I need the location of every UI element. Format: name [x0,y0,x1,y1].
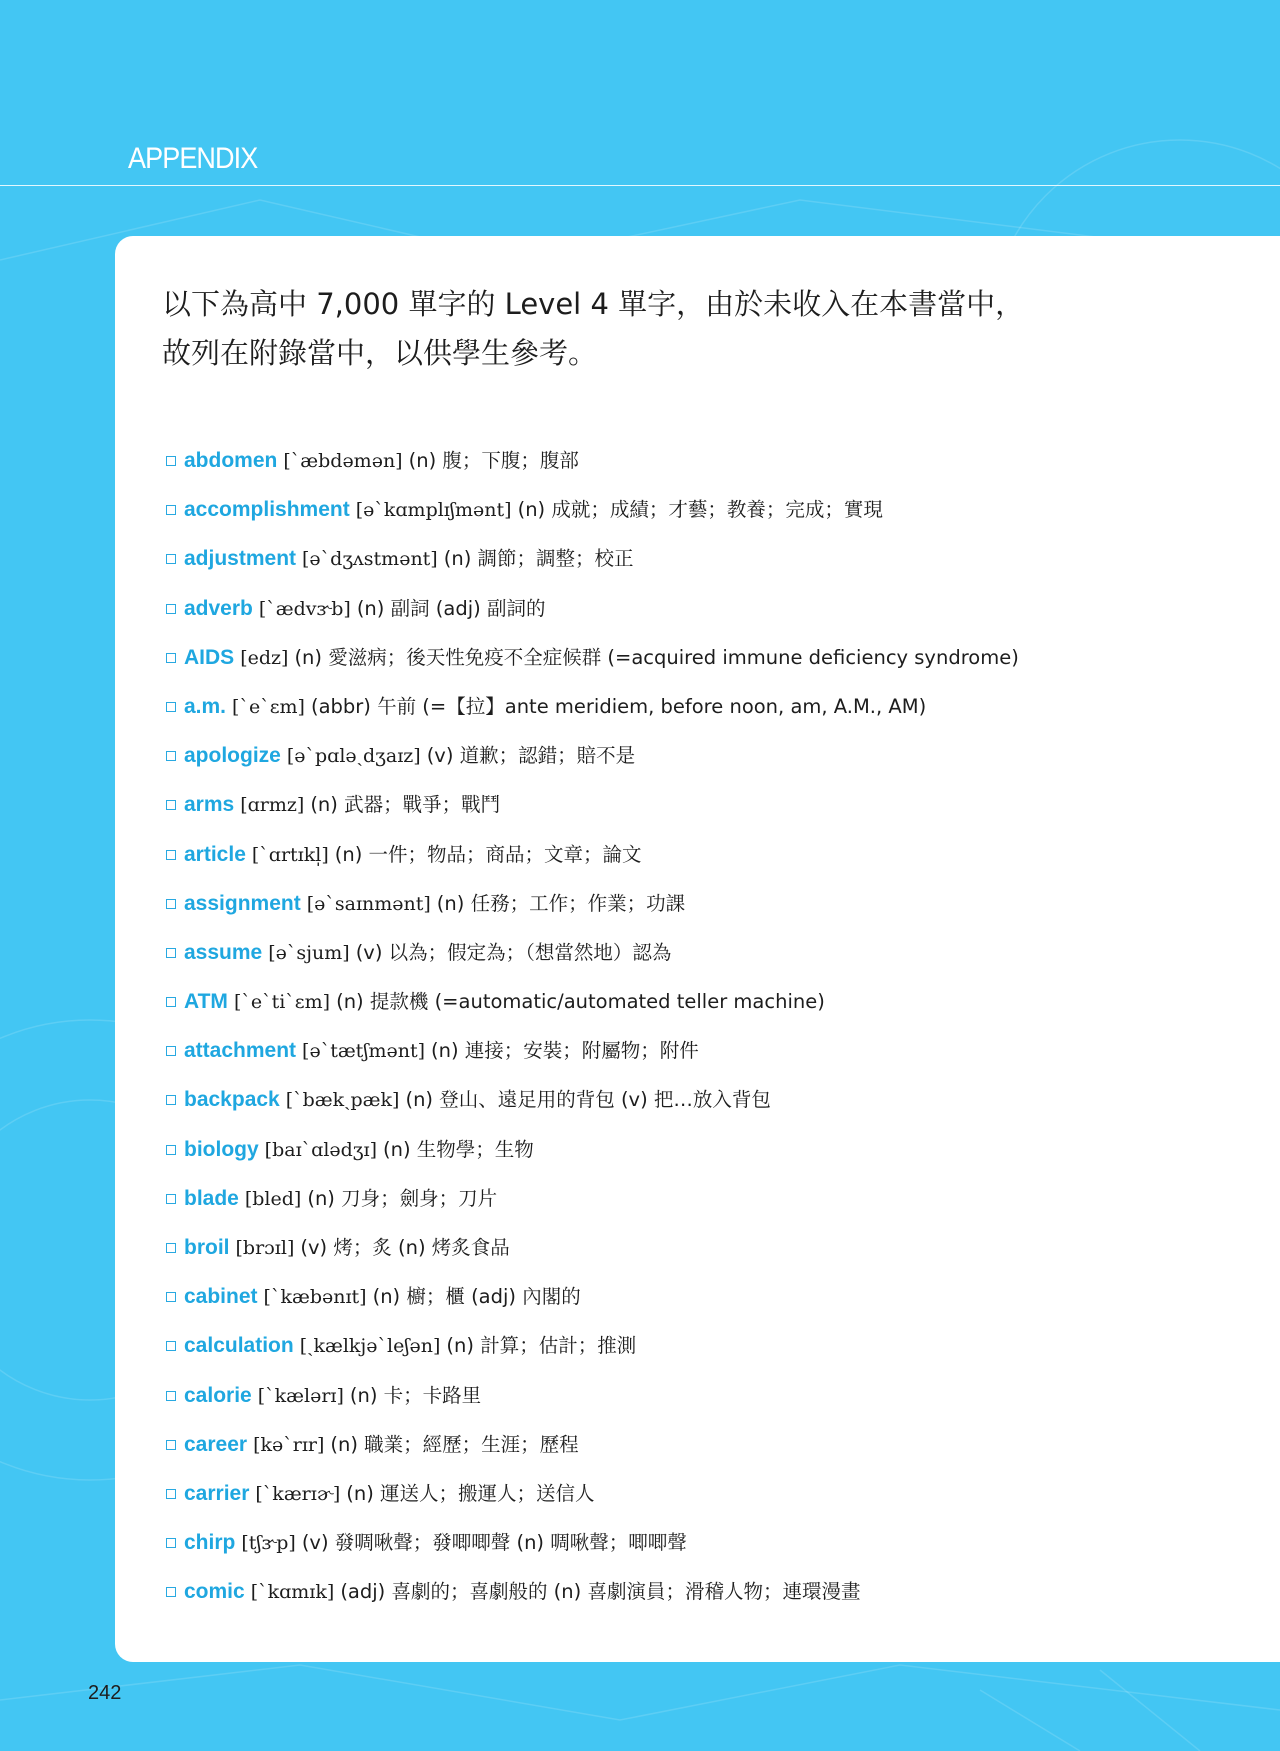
vocab-entry [166,780,1206,829]
vocab-entry [166,1469,1206,1518]
vocab-pronunciation: [ˋkærɪɚ] [255,1482,341,1505]
vocab-definition: (n) 腹；下腹；腹部 [408,449,579,472]
vocab-definition: (abbr) 午前 (=【拉】ante meridiem, before noon, am, A.M., AM) [310,694,927,718]
checkbox-square-icon [166,1145,176,1155]
vocab-pronunciation: [ˋkælərɪ] [257,1384,344,1407]
vocab-definition: (n) 職業；經歷；生涯；歷程 [330,1432,579,1456]
vocab-pronunciation: [tʃɝp] [241,1532,296,1555]
vocab-pronunciation: [ˋbækˏpæk] [285,1089,400,1112]
vocab-entry [166,1272,1206,1321]
vocab-entry [166,1223,1206,1272]
vocab-entry [166,879,1206,928]
vocab-word: assignment [184,891,301,915]
vocab-entry [166,1518,1206,1567]
vocab-word: ATM [184,990,228,1014]
vocab-definition: (v) 以為；假定為；（想當然地）認為 [355,940,672,964]
vocab-pronunciation: [ˋeˋtiˋɛm] [233,991,331,1014]
vocab-entry [166,977,1206,1026]
vocab-definition: (n) 成就；成績；才藝；教養；完成；實現 [517,498,883,522]
vocab-definition: (n) 武器；戰爭；戰鬥 [310,793,501,817]
vocab-pronunciation: [ˏkælkjəˋleʃən] [299,1335,441,1358]
vocab-pronunciation: [ˋɑrtɪkl̩] [251,843,329,866]
vocab-pronunciation: [edz] [240,646,289,669]
vocab-definition: (n) 一件；物品；商品；文章；論文 [334,842,642,866]
vocab-word: backpack [184,1088,280,1112]
checkbox-square-icon [166,1440,176,1450]
vocab-entry [166,633,1206,682]
vocab-word: article [184,842,246,866]
checkbox-square-icon [166,1243,176,1253]
vocab-pronunciation: [bled] [244,1187,302,1210]
checkbox-square-icon [166,1489,176,1499]
vocab-definition: (v) 發啁啾聲；發唧唧聲 (n) 啁啾聲；唧唧聲 [301,1531,687,1555]
vocab-definition: (n) 副詞 (adj) 副詞的 [356,596,546,620]
vocab-word: a.m. [184,694,227,718]
vocab-word: calorie [184,1383,252,1407]
vocab-entry [166,731,1206,780]
intro-line-2: 故列在附錄當中，以供學生參考。 [162,336,598,370]
vocab-word: career [184,1432,248,1456]
vocab-word: adverb [184,596,253,620]
vocab-word: comic [184,1580,245,1604]
vocab-definition: (n) 調節；調整；校正 [443,547,634,571]
vocab-word: calculation [184,1334,294,1358]
vocab-definition: (n) 登山、遠足用的背包 (v) 把…放入背包 [405,1088,771,1112]
vocab-pronunciation: [əˋsaɪnmənt] [306,892,431,915]
vocab-definition: (n) 提款機 (=automatic/automated teller machine) [336,990,825,1014]
checkbox-square-icon [166,800,176,810]
vocab-entry [166,1026,1206,1075]
checkbox-square-icon [166,1538,176,1548]
page-number: 242 [88,1682,122,1704]
vocab-word: broil [184,1236,230,1259]
vocab-definition: (n) 任務；工作；作業；功課 [436,891,686,915]
vocab-word: adjustment [184,547,297,571]
vocab-word: apologize [184,744,281,768]
vocab-word: arms [184,793,235,817]
vocab-pronunciation: [ˋædvɝb] [258,597,351,620]
checkbox-square-icon [166,751,176,761]
vocab-pronunciation: [ˋkæbənɪt] [263,1286,367,1309]
vocab-word: blade [184,1186,239,1210]
checkbox-square-icon [166,1341,176,1351]
vocab-word: assume [184,940,263,964]
checkbox-square-icon [166,1292,176,1302]
vocab-pronunciation: [ˋeˋɛm] [232,695,305,718]
vocab-definition: (n) 運送人；搬運人；送信人 [346,1481,595,1505]
vocab-pronunciation: [əˋkɑmplɪʃmənt] [355,499,512,522]
vocab-definition: (n) 連接；安裝；附屬物；附件 [431,1039,699,1063]
checkbox-square-icon [166,653,176,663]
vocab-pronunciation: [ˋkɑmɪk] [250,1581,335,1604]
vocab-pronunciation: [əˋdʒʌstmənt] [302,548,438,571]
vocab-word: carrier [184,1481,250,1505]
vocab-definition: (adj) 喜劇的；喜劇般的 (n) 喜劇演員；滑稽人物；連環漫畫 [340,1580,861,1604]
vocab-definition: (v) 道歉；認錯；賠不是 [426,744,636,768]
checkbox-square-icon [166,1194,176,1204]
vocab-word: biology [184,1137,259,1161]
checkbox-square-icon [166,948,176,958]
vocab-pronunciation: [brɔɪl] [235,1237,295,1259]
vocab-entry [166,1567,1206,1616]
vocab-word: cabinet [184,1285,258,1309]
vocab-pronunciation: [kəˋrɪr] [253,1433,325,1456]
vocab-definition: (v) 烤；炙 (n) 烤炙食品 [300,1236,510,1259]
vocab-entry [166,682,1206,731]
vocab-word: AIDS [184,645,235,669]
vocab-definition: (n) 愛滋病；後天性免疫不全症候群 (=acquired immune deficiency syndrome) [294,645,1019,669]
checkbox-square-icon [166,1391,176,1401]
checkbox-square-icon [166,1587,176,1597]
checkbox-square-icon [166,505,176,515]
vocab-entry [166,830,1206,879]
checkbox-square-icon [166,604,176,614]
vocab-definition: (n) 刀身；劍身；刀片 [307,1186,498,1210]
vocab-pronunciation: [əˋpɑləˏdʒaɪz] [286,745,421,768]
vocab-pronunciation: [baɪˋɑlədʒɪ] [264,1138,378,1161]
vocab-pronunciation: [əˋsjum] [268,941,350,964]
checkbox-square-icon [166,702,176,712]
vocab-entry [166,1420,1206,1469]
vocab-entry [166,1174,1206,1223]
vocab-entry [166,584,1206,633]
vocab-entry [166,1075,1206,1124]
vocab-word: chirp [184,1531,236,1555]
header-title: APPENDIX [128,142,258,175]
header-divider [0,185,1280,186]
intro-line-1: 以下為高中 7,000 單字的 Level 4 單字，由於未收入在本書當中， [162,287,1025,321]
vocab-word: attachment [184,1039,297,1063]
checkbox-square-icon [166,899,176,909]
vocab-entry [166,485,1206,534]
vocab-entry [166,534,1206,583]
checkbox-square-icon [166,1046,176,1056]
vocab-entry [166,928,1206,977]
vocab-entry [166,1321,1206,1370]
vocabulary-list [166,436,1206,1617]
vocab-entry [166,1125,1206,1174]
vocab-entry [166,1371,1206,1420]
vocab-pronunciation: [ɑrmz] [240,794,305,817]
vocab-entry [166,436,1206,485]
checkbox-square-icon [166,850,176,860]
vocab-pronunciation: [ˋæbdəmən] [283,450,403,472]
vocab-definition: (n) 計算；估計；推測 [446,1334,637,1358]
intro-text [162,280,1122,378]
vocab-word: abdomen [184,449,278,472]
checkbox-square-icon [166,554,176,564]
vocab-definition: (n) 生物學；生物 [383,1137,534,1161]
checkbox-square-icon [166,1095,176,1105]
vocab-definition: (n) 櫥；櫃 (adj) 內閣的 [372,1285,581,1309]
checkbox-square-icon [166,997,176,1007]
vocab-word: accomplishment [184,498,350,522]
vocab-pronunciation: [əˋtætʃmənt] [302,1040,426,1063]
checkbox-square-icon [166,456,176,466]
vocab-definition: (n) 卡；卡路里 [349,1383,482,1407]
